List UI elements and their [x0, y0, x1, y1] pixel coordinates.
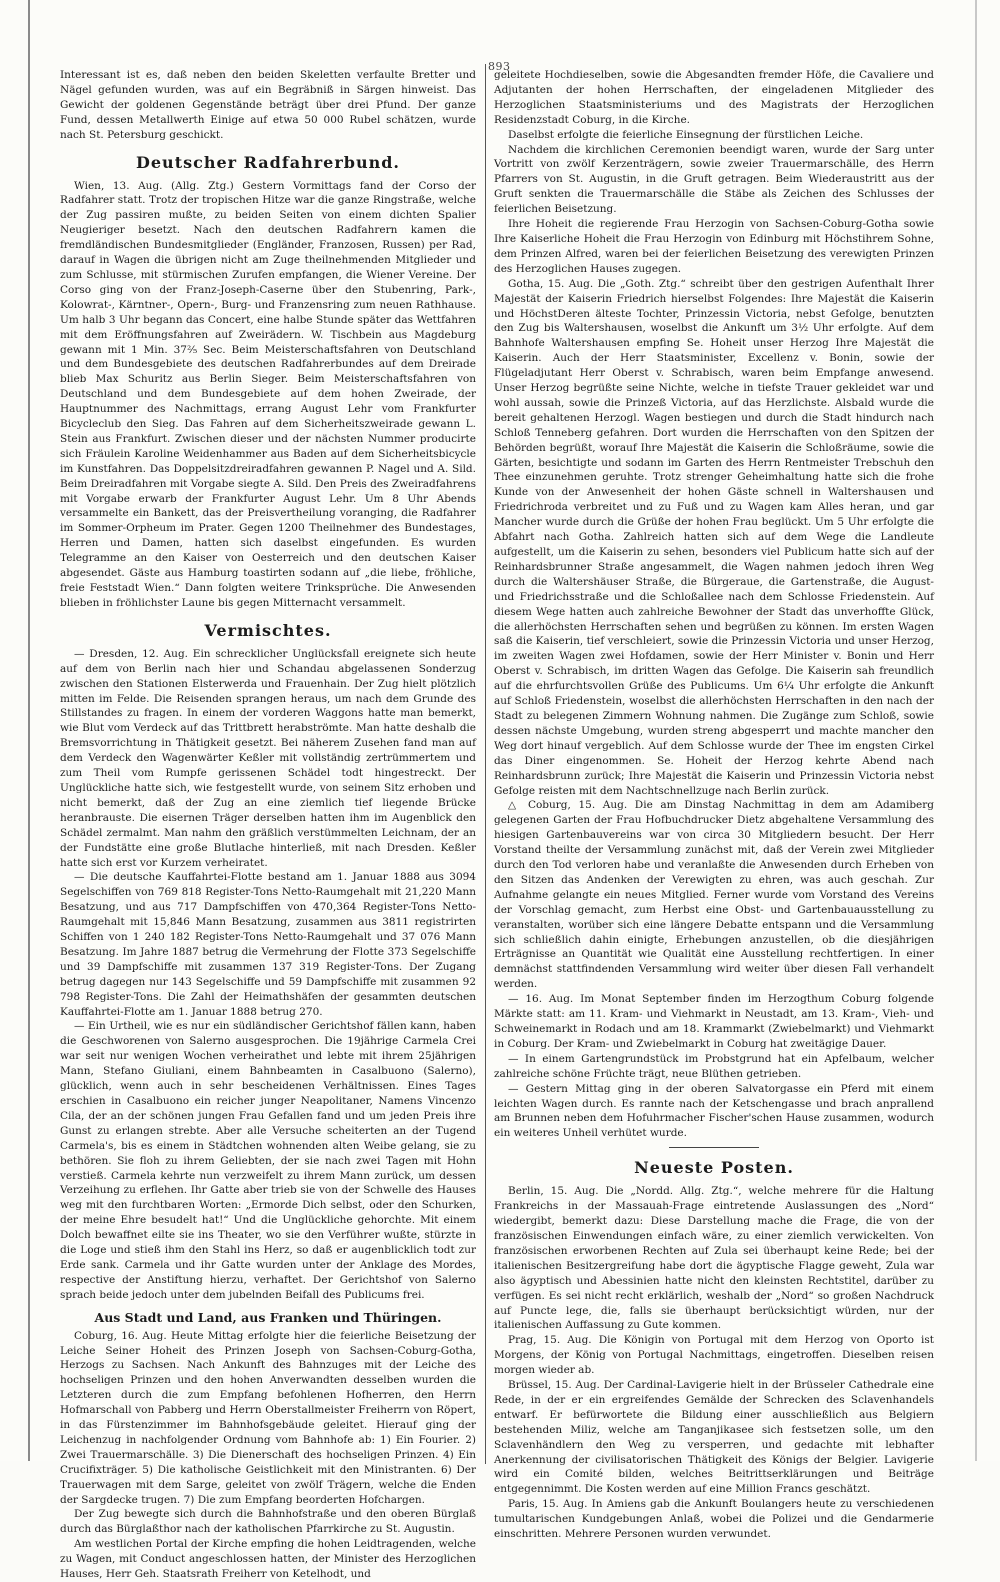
coburg-paragraph-3: Am westlichen Portal der Kirche empfing die hohen Leidtragenden, welche zu Wagen, mit Conduct angeschlossen hatten, der Minister des Herzoglichen Hauses, Herr Geh. Staatsrath Freiherr von Ketelhodt, und — [60, 1538, 476, 1581]
gotha-paragraph: Gotha, 15. Aug. Die „Goth. Ztg.“ schreibt über den gestrigen Aufenthalt Ihrer Majestät der Kaiserin Friedrich hierselbst Folgendes: Ihre Majestät die Kaiserin und HöchstDeren älteste Tochter, Prinzessin Victoria, nebst Gefolge, benutzten den Zug bis Waltershausen, woselbst die Ankunft um 3½ Uhr erfolgte. Auf dem Bahnhofe Waltershausen empfing Se. Hoheit unser Herzog Ihre Majestät die Kaiserin. Auch der Herr Staatsminister, Excellenz v. Bonin, sowie der Flügeladjutant Herr Oberst v. Schrabisch, waren beim Empfange anwesend. Unser Herzog begrüßte seine Nichte, welche in tiefste Trauer gekleidet war und wohl aussah, sowie die Prinzeß Victoria, auf das Herzlichste. Alsbald wurde die bereit gehaltenen Herzogl. Wagen bestiegen und durch die Stadt hindurch nach Schloß Tenneberg gefahren. Dort wurden die Herrschaften von den Spitzen der Behörden begrüßt, worauf Ihre Majestät die Kaiserin die Schloßräume, sowie die Gärten, besichtigte und sodann im Garten des Herrn Rentmeister Trebschuh den Thee einzunehmen geruhte. Trotz strenger Geheimhaltung hatte sich die frohe Kunde von der Anwesenheit der hohen Gäste schnell in Waltershausen und Friedrichroda verbreitet und zu Fuß und zu Wagen kam Alles heran, und gar Mancher wurde durch die Grüße der hohen Frau beglückt. Um 5 Uhr erfolgte die Abfahrt nach Gotha. Zahlreich hatten sich auf dem Wege die Landleute aufgestellt, um die Kaiserin zu sehen, besonders viel Publicum hatte sich auf der Reinhardsbrunner Straße angesammelt, die Wagen nahmen jedoch ihren Weg durch die Waltershäuser Straße, die Bürgeraue, die Gartenstraße, die August- und Friedrichsstraße und die Schloßallee nach dem Schlosse Friedenstein. Auf diesem Wege hatten auch zahlreiche Bewohner der Stadt das unverhoffte Glück, die allerhöchsten Herrschaften sehen und begrüßen zu können. Im ersten Wagen saß die Kaiserin, tief verschleiert, sowie die Prinzessin Victoria und unser Herzog, im zweiten Wagen zwei Hofdamen, sowie der Herr Minister v. Bonin und Herr Oberst v. Schrabisch, im dritten Wagen das Gefolge. Die Kaiserin sah freundlich auf die ehrfurchtsvollen Grüße des Publicums. Um 6¼ Uhr erfolgte die Ankunft auf Schloß Friedenstein, woselbst die allerhöchsten Herrschaften in den nach der Stadt zu belegenen Zimmern Wohnung nahmen. Die Zugänge zum Schloß, sowie dessen nächste Umgebung, wurden streng abgesperrt und machte mancher den Weg dort hinauf vergeblich. Auf dem Schlosse wurde der Thee im engsten Cirkel das Diner eingenommen. Se. Hoheit der Herzog kehrte Abend nach Reinhardsbrunn zurück; Ihre Majestät die Kaiserin und Prinzessin Victoria nebst Gefolge reisten mit dem Nachtschnellzuge nach Berlin zurück. — [494, 277, 934, 797]
berlin-paragraph: Berlin, 15. Aug. Die „Nordd. Allg. Ztg.“, welche mehrere für die Haltung Frankreichs in der Massauah-Frage eintretende Auslassungen des „Nord“ wiedergibt, bemerkt dazu: Diese Darstellung mache die Frage, die von der französischen Einwendungen einfach wäre, zu einer ziemlich verwickelten. Von französischen erworbenen Rechten auf Zula sei überhaupt keine Rede; bei der italienischen Besitzergreifung habe dort die ägyptische Flagge geweht, Zula war also ägyptisch und Abessinien hatte nicht den kleinsten Rechtstitel, darüber zu verfügen. Es sei nicht recht erklärlich, weshalb der „Nord“ so großen Nachdruck auf Puncte lege, die, falls sie überhaupt berücksichtigt würden, nur der italienischen Auffassung zu Gute kommen. — [494, 1185, 934, 1332]
section-heading-radfahrerbund: Deutscher Radfahrerbund. — [136, 152, 400, 172]
continuation-paragraph: geleitete Hochdieselben, sowie die Abgesandten fremder Höfe, die Cavaliere und Adjutanten der hohen Herrschaften, der eingeladenen Mitglieder des Herzoglichen Staatsministeriums und des Magistrats der Herzoglichen Residenzstadt Coburg, in die Kirche. — [494, 69, 934, 126]
divider-rule — [669, 1147, 759, 1148]
prag-paragraph: Prag, 15. Aug. Die Königin von Portugal mit dem Herzog von Oporto ist Morgens, der König von Portugal Nachmittags, eingetroffen. Dieselben reisen morgen wieder ab. — [494, 1334, 934, 1377]
page-edge-right — [975, 0, 977, 1461]
continuation-paragraph-2: Daselbst erfolgte die feierliche Einsegnung der fürstlichen Leiche. — [508, 128, 864, 141]
section-heading-stadt-land: Aus Stadt und Land, aus Franken und Thüringen. — [94, 1309, 442, 1325]
page-edge-left — [28, 0, 30, 1461]
vermischtes-paragraph-salerno: — Ein Urtheil, wie es nur ein südländischer Gerichtshof fällen kann, haben die Geschworenen von Salerno ausgesprochen. Die 19jährige Carmela Crei war seit nur wenigen Wochen verheirathet und lebte mit ihrem 25jährigen Mann, Stefano Giuliani, einem Bahnbeamten in Casalbuono (Salerno), glücklich, wenn auch in sehr bescheidenen Verhältnissen. Eines Tages erschien in Casalbuono ein reicher junger Neapolitaner, Namens Vincenzo Cila, der an der schönen jungen Frau Gefallen fand und um jeden Preis ihre Gunst zu erlangen strebte. Aber alle Versuche scheiterten an der Tugend Carmela's, bis es einem in Städtchen wohnenden alten Weibe gelang, sie zu bethören. Sie floh zu ihrem Geliebten, der sie nach zwei Tagen mit Hohn verstieß. Carmela kehrte nun verzweifelt zu ihrem Mann zurück, um dessen Verzeihung zu erflehen. Ihr Gatte aber trieb sie von der Schwelle des Hauses weg mit den furchtbaren Worten: „Ermorde Dich selbst, oder den Schurken, der meine Ehre besudelt hat!“ Und die Unglückliche gehorchte. Mit einem Dolch bewaffnet eilte sie ins Theater, wo sie den Verführer wußte, stürzte in die Loge und stieß ihm den Stahl ins Herz, so daß er augenblicklich todt zur Erde sank. Carmela und ihr Gatte wurden unter der Anklage des Mordes, respective der Anstiftung hierzu, verhaftet. Der Gerichtshof von Salerno sprach beide jedoch unter dem jubelnden Beifall des Publicums frei. — [60, 1020, 476, 1301]
bruessel-paragraph: Brüssel, 15. Aug. Der Cardinal-Lavigerie hielt in der Brüsseler Cathedrale eine Rede, in der er ein ergreifendes Gemälde der Schrecken des Sclavenhandels entwarf. Er befürwortete die Bildung einer ausschließlich aus Belgiern bestehenden Miliz, welche am Tanganjikasee sich festsetzen solle, um den Sclavenhändlern den Weg zu versperren, und gedachte mit lebhafter Anerkennung der civilisatorischen Thätigkeit des Königs der Belgier. Lavigerie wird ein Comité bilden, welches Beitrittserklärungen und Beiträge entgegennimmt. Die Kosten werden auf eine Million Francs geschätzt. — [494, 1379, 934, 1496]
apfelbaum-paragraph: — In einem Gartengrundstück im Probstgrund hat ein Apfelbaum, welcher zahlreiche schöne Früchte trägt, neue Blüthen getrieben. — [494, 1052, 934, 1080]
radfahrer-paragraph: Wien, 13. Aug. (Allg. Ztg.) Gestern Vormittags fand der Corso der Radfahrer statt. Trotz der tropischen Hitze war die ganze Ringstraße, welche der Zug passiren mußte, zu beiden Seiten von einem dichten Spalier Neugieriger besetzt. Nach den deutschen Radfahrern kamen die fremdländischen Bundesmitglieder (Engländer, Franzosen, Russen) per Rad, darauf in Wagen die übrigen nicht am Zuge theilnehmenden Mitglieder und zum Schlusse, mit stürmischen Zurufen empfangen, die Wiener Vereine. Der Corso ging von der Franz-Joseph-Caserne über den Stubenring, Park-, Kolowrat-, Kärntner-, Opern-, Burg- und Franzensring zum neuen Rathhause. Um halb 3 Uhr begann das Concert, eine halbe Stunde später das Wettfahren mit dem Eröffnungsfahren auf Zweirädern. W. Tischbein aus Magdeburg gewann mit 1 Min. 37²⁄₅ Sec. Beim Meisterschaftsfahren von Deutschland und dem Bundesgebiete des deutschen Radfahrerbundes auf dem Dreirade blieb Max Schuritz aus Berlin Sieger. Beim Meisterschaftsfahren von Deutschland und dem Bundesgebiete auf dem hohen Zweirade, der Hauptnummer des Nachmittags, errang August Lehr vom Frankfurter Bicycleclub den Sieg. Das Fahren auf dem Sicherheitszweirade gewann L. Stein aus Frankfurt. Zwischen dieser und der nächsten Nummer producirte sich Fräulein Karoline Weidenhammer aus Baden auf dem Sicherheitsbicycle im Kunstfahren. Das Doppelsitzdreiradfahren gewannen P. Nagel und A. Sild. Beim Dreiradfahren mit Vorgabe siegte A. Sild. Den Preis des Zweiradfahrens mit Vorgabe erwarb der Frankfurter August Lehr. Um 8 Uhr Abends versammelte ein Bankett, das der Preisvertheilung voranging, die Radfahrer im Sommer-Orpheum im Prater. Gegen 1200 Theilnehmer des Bundestages, Herren und Damen, hatten sich daselbst eingefunden. Es wurden Telegramme an den Kaiser von Oesterreich und den deutschen Kaiser abgesendet. Gäste aus Hamburg toastirten sodann auf „die liebe, fröhliche, freie Feststadt Wien.“ Dann folgten weitere Trinksprüche. Die Anwesenden blieben in fröhlichster Laune bis gegen Mitternacht versammelt. — [60, 179, 476, 609]
right-column — [494, 68, 934, 1541]
left-column — [60, 68, 476, 1581]
column-divider — [485, 64, 486, 1464]
intro-paragraph: Interessant ist es, daß neben den beiden Skeletten verfaulte Bretter und Nägel gefunden wurden, was auf ein Begräbniß in Särgen hinweist. Das Gewicht der goldenen Gegenstände beträgt über drei Pfund. Der ganze Fund, dessen Metallwerth Einige auf etwa 50 000 Rubel schätzen, wurde nach St. Petersburg geschickt. — [60, 69, 476, 141]
continuation-paragraph-4: Ihre Hoheit die regierende Frau Herzogin von Sachsen-Coburg-Gotha sowie Ihre Kaiserliche Hoheit die Frau Herzogin von Edinburg mit Höchstihrem Sohne, dem Prinzen Alfred, waren bei der feierlichen Beisetzung des verewigten Prinzen des Herzoglichen Hauses zugegen. — [494, 218, 934, 275]
coburg-paragraph-1: Coburg, 16. Aug. Heute Mittag erfolgte hier die feierliche Beisetzung der Leiche Seiner Hoheit des Prinzen Joseph von Sachsen-Coburg-Gotha, Herzogs zu Sachsen. Nach Ankunft des Bahnzuges mit der Leiche des hochseligen Prinzen und den hohen Anverwandten desselben wurden die Letzteren durch die zum Empfang befohlenen Hofherren, den Herrn Hofmarschall von Pabberg und Herrn Oberstallmeister Freiherrn von Röpert, in das Fürstenzimmer im Bahnhofsgebäude geleitet. Hierauf ging der Leichenzug in nachfolgender Ordnung vom Bahnhofe ab: 1) Ein Fourier. 2) Zwei Trauermarschälle. 3) Die Dienerschaft des hochseligen Prinzen. 4) Ein Crucifixträger. 5) Die katholische Geistlichkeit mit den Ministranten. 6) Der Trauerwagen mit dem Sarge, geleitet von zwölf Trägern, welche die Enden der Sargdecke trugen. 7) Die zum Empfang beorderten Hofchargen. — [60, 1329, 476, 1506]
vermischtes-paragraph-dresden: — Dresden, 12. Aug. Ein schrecklicher Unglücksfall ereignete sich heute auf dem von Berlin nach hier und Schandau abgelassenen Sonderzug zwischen den Stationen Elsterwerda und Frauenhain. Der Zug hielt plötzlich mitten im Felde. Die Reisenden sprangen heraus, um nach dem Grunde des Stillstandes zu fragen. In einem der vorderen Waggons hatte man bemerkt, wie Blut vom Verdeck auf das Trittbrett herabströmte. Man hatte deshalb die Bremsvorrichtung in Thätigkeit gesetzt. Bei näherem Zusehen fand man auf dem Verdeck den Wagenwärter Keßler mit vollständig zertrümmertem und zum Theil vom Rumpfe gerissenen Schädel todt hingestreckt. Der Unglückliche hatte sich, wie festgestellt wurde, von seinem Sitz erhoben und nicht bemerkt, daß der Zug an eine ziemlich tief liegende Brücke heranbrauste. Die eisernen Träger derselben hatten ihm im Augenblick den Schädel zermalmt. Man nahm den gräßlich verstümmelten Leichnam, der an der Fundstätte eine große Blutlache hinterließ, mit nach Dresden. Keßler hatte sich erst vor Kurzem verheiratet. — [60, 647, 476, 869]
vermischtes-paragraph-flotte: — Die deutsche Kauffahrtei-Flotte bestand am 1. Januar 1888 aus 3094 Segelschiffen von 769 818 Register-Tons Netto-Raumgehalt mit 21,220 Mann Besatzung, und aus 717 Dampfschiffen von 470,364 Register-Tons Netto-Raumgehalt mit 15,846 Mann Besatzung, zusammen aus 3811 registrirten Schiffen von 1 240 182 Register-Tons Netto-Raumgehalt und 37 076 Mann Besatzung. Im Jahre 1887 betrug die Vermehrung der Flotte 373 Segelschiffe und 39 Dampfschiffe mit zusammen 137 319 Register-Tons. Der Zugang betrug dagegen nur 143 Segelschiffe und 59 Dampfschiffe mit zusammen 92 798 Register-Tons. Die Zahl der Heimathshäfen der gesammten deutschen Kauffahrtei-Flotte am 1. Januar 1888 betrug 270. — [60, 871, 476, 1018]
maerkte-paragraph: — 16. Aug. Im Monat September finden im Herzogthum Coburg folgende Märkte statt: am 11. Kram- und Viehmarkt in Neustadt, am 13. Kram-, Vieh- und Schweinemarkt in Rodach und am 18. Krammarkt (Zwiebelmarkt) und Viehmarkt in Coburg. Der Kram- und Zwiebelmarkt in Coburg hat zweitägige Dauer. — [494, 993, 934, 1050]
pferd-paragraph: — Gestern Mittag ging in der oberen Salvatorgasse ein Pferd mit einem leichten Wagen durch. Es rannte nach der Ketschengasse und brach anprallend am Brunnen neben dem Hofuhrmacher Fischer'schen Hause zusammen, wodurch ein weiteres Unheil verhütet wurde. — [494, 1082, 934, 1140]
coburg-gartenbau-paragraph: △ Coburg, 15. Aug. Die am Dinstag Nachmittag in dem am Adamiberg gelegenen Garten der Frau Hofbuchdrucker Dietz abgehaltene Versammlung des hiesigen Gartenbauvereins war von circa 30 Mitgliedern besucht. Der Herr Vorstand theilte der Versammlung zunächst mit, daß der Verein zwei Mitglieder durch den Tod verloren habe und veranlaßte die Anwesenden durch Erheben von den Sitzen das Andenken der Verewigten zu ehren, was auch geschah. Zur Aufnahme gelangte ein neues Mitglied. Ferner wurde vom Vorstand des Vereins der Vorschlag gemacht, zum Herbst eine Obst- und Gartenbauausstellung zu veranstalten, worüber sich eine längere Debatte entspann und die Versammlung sich schließlich dahin einigte, Erhebungen anzustellen, ob die diesjährigen Erträgnisse an Quantität wie Qualität eine Ausstellung rechtfertigen. In einer demnächst stattfindenden Versammlung wird weiter über diesen Fall verhandelt werden. — [494, 799, 934, 991]
section-heading-vermischtes: Vermischtes. — [204, 620, 332, 640]
section-heading-neueste-posten: Neueste Posten. — [634, 1158, 794, 1178]
continuation-paragraph-3: Nachdem die kirchlichen Ceremonien beendigt waren, wurde der Sarg unter Vortritt von zwölf Kerzenträgern, sowie zweier Trauermarschälle, des Herrn Pfarrers von St. Augustin, in die Gruft getragen. Beim Wiederaustritt aus der Gruft senkten die Trauermarschälle die Stäbe als Zeichen des Schlusses der feierlichen Beisetzung. — [494, 143, 934, 216]
page-number: 893 — [488, 60, 511, 73]
coburg-paragraph-2: Der Zug bewegte sich durch die Bahnhofstraße und den oberen Bürglaß durch das Bürglaßthor nach der katholischen Pfarrkirche zu St. Augustin. — [60, 1508, 476, 1536]
paris-paragraph: Paris, 15. Aug. In Amiens gab die Ankunft Boulangers heute zu verschiedenen tumultarischen Kundgebungen Anlaß, wobei die Polizei und die Gendarmerie einschritten. Mehrere Personen wurden verwundet. — [494, 1498, 934, 1541]
